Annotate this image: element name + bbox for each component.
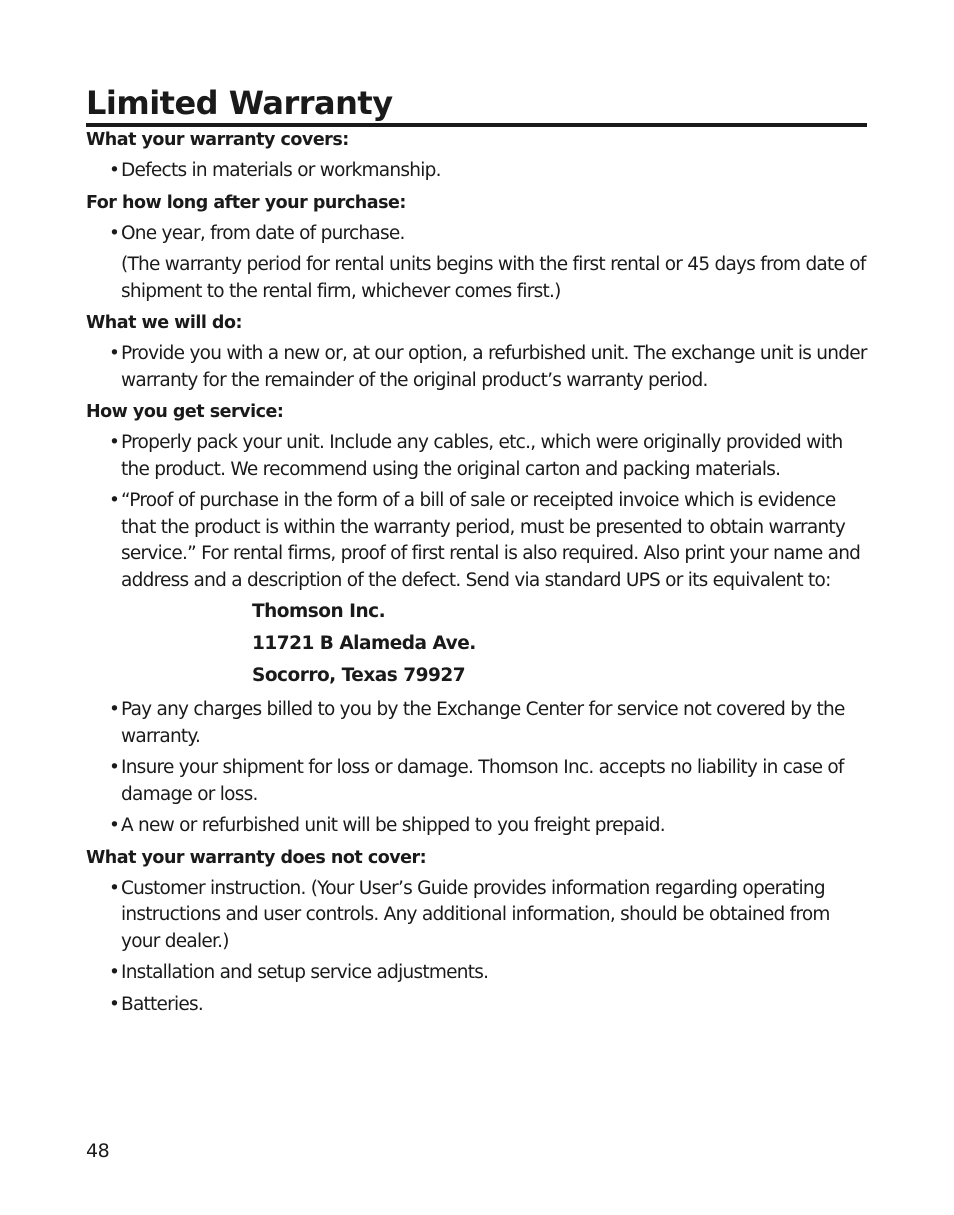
list-item bbox=[86, 992, 867, 1019]
list-item bbox=[86, 960, 867, 987]
list-item-text: Customer instruction. (Your User’s Guide provides information regarding operating instructions and user controls. Any additional information, should be obtained from your dealer.) bbox=[121, 877, 830, 952]
list-item bbox=[86, 697, 867, 750]
bullet-icon: • bbox=[109, 877, 120, 899]
bullet-icon: • bbox=[109, 490, 120, 511]
address-block bbox=[86, 596, 867, 692]
rental-note: (The warranty period for rental units begins with the first rental or 45 days from date of shipment to the rental firm, whichever comes first.) bbox=[121, 254, 866, 302]
bullet-icon: • bbox=[109, 757, 120, 778]
section-not-cover bbox=[86, 845, 867, 1019]
bullet-icon: • bbox=[109, 699, 120, 720]
list-item-text: Pay any charges billed to you by the Exchange Center for service not covered by the warranty. bbox=[121, 699, 845, 747]
section-heading: How you get service: bbox=[86, 402, 284, 422]
list-item-text: Provide you with a new or, at our option, a refurbished unit. The exchange unit is under warranty for the remainder of the original product’s warranty period. bbox=[121, 343, 867, 391]
section-heading: What your warranty covers: bbox=[86, 130, 349, 150]
page-number: 48 bbox=[86, 1140, 110, 1162]
section-we-will-do bbox=[86, 310, 867, 394]
list-item bbox=[86, 876, 867, 956]
bullet-icon: • bbox=[109, 432, 120, 453]
list-item-text: Batteries. bbox=[121, 993, 204, 1015]
address-line: Socorro, Texas 79927 bbox=[252, 665, 466, 686]
document-page bbox=[86, 84, 867, 1018]
list-item bbox=[86, 813, 867, 840]
list-item-text: Insure your shipment for loss or damage. Thomson Inc. accepts no liability in case of damage or loss. bbox=[121, 757, 844, 805]
bullet-icon: • bbox=[109, 222, 120, 244]
bullet-icon: • bbox=[109, 962, 120, 983]
section-heading: What your warranty does not cover: bbox=[86, 847, 427, 868]
section-heading: What we will do: bbox=[86, 313, 242, 333]
section-heading: For how long after your purchase: bbox=[86, 192, 406, 213]
bullet-icon: • bbox=[109, 815, 120, 836]
list-item bbox=[86, 158, 867, 185]
list-item-text: Installation and setup service adjustments. bbox=[121, 962, 489, 983]
list-item-text: Properly pack your unit. Include any cables, etc., which were originally provided with the product. We recommend using the original carton and packing materials. bbox=[121, 432, 843, 480]
list-item bbox=[86, 341, 867, 394]
list-item bbox=[86, 430, 867, 483]
bullet-icon: • bbox=[109, 160, 120, 181]
list-item-text: “Proof of purchase in the form of a bill of sale or receipted invoice which is evidence that the product is within the warranty period, must be presented to obtain warranty service.” For rental firms, proof of first rental is also required. Also print your name and address and a description of the defect. Send via standard UPS or its equivalent to: bbox=[121, 490, 861, 591]
page-title: Limited Warranty bbox=[86, 84, 867, 127]
section-get-service bbox=[86, 399, 867, 840]
list-item-text: One year, from date of purchase. bbox=[121, 222, 405, 244]
list-item-text: Defects in materials or workmanship. bbox=[121, 160, 441, 181]
list-item-text: A new or refurbished unit will be shipped to you freight prepaid. bbox=[121, 815, 665, 836]
list-item bbox=[86, 221, 867, 248]
bullet-icon: • bbox=[109, 993, 120, 1015]
address-line: Thomson Inc. bbox=[252, 601, 386, 622]
address-line: 11721 B Alameda Ave. bbox=[252, 633, 476, 654]
section-how-long bbox=[86, 190, 867, 306]
section-covers bbox=[86, 127, 867, 185]
list-item bbox=[86, 755, 867, 808]
bullet-icon: • bbox=[109, 343, 120, 364]
list-item bbox=[86, 488, 867, 594]
